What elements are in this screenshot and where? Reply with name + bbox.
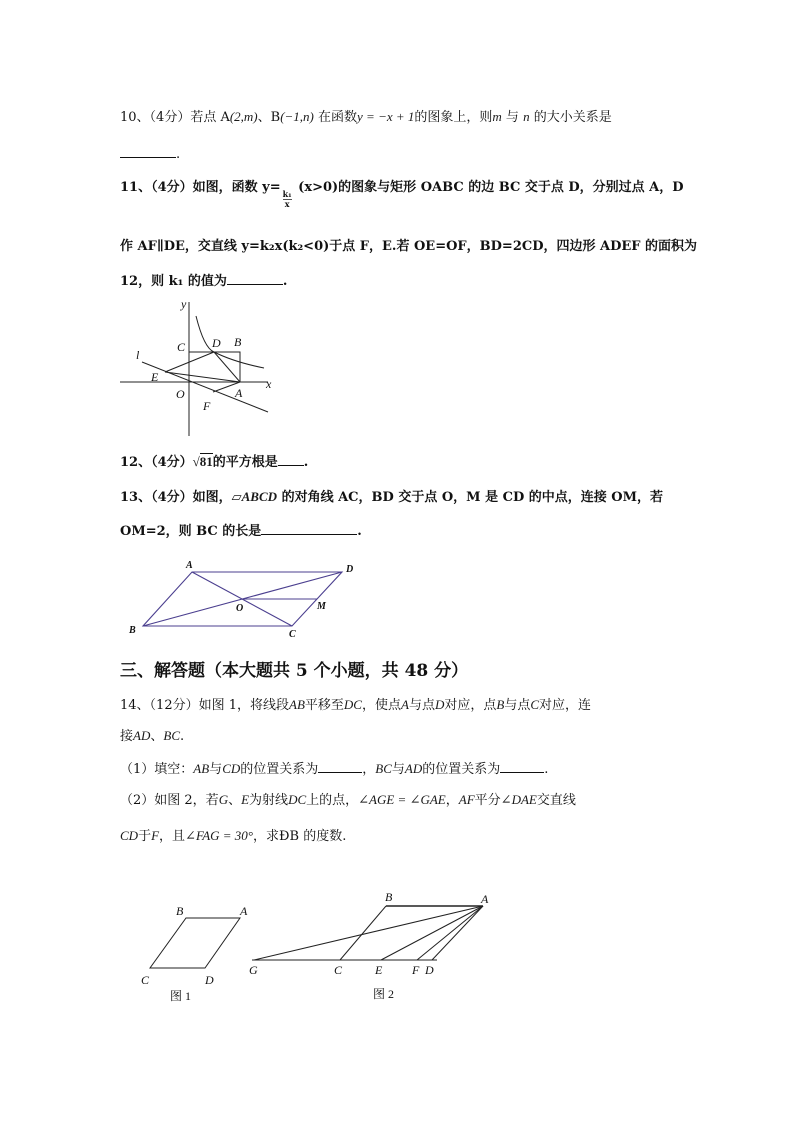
q14-p1g: .: [544, 762, 549, 777]
q14-line1c: ，使点: [361, 698, 401, 713]
question-10-line1: [120, 108, 612, 127]
section-3-heading: 三、解答题（本大题共 5 个小题，共 48 分）: [120, 661, 469, 681]
q14-line1d: 与点: [408, 698, 435, 713]
fig14-2-segment-ae: [381, 906, 483, 960]
fig11-label-f: F: [203, 399, 211, 413]
q14-p1-blank-2[interactable]: [500, 759, 544, 773]
q14-angle-fag: ∠FAG = 30°: [185, 828, 254, 843]
figure-14-2: [244, 885, 504, 1010]
q14-p1-cd: CD: [222, 761, 241, 776]
fig11-label-l: l: [136, 348, 140, 362]
q14-p3c: ，求ÐB 的度数.: [253, 829, 347, 844]
q13-answer-blank[interactable]: [261, 521, 357, 535]
fig11-segment-da: [214, 352, 240, 382]
q14-p1-bc: BC: [375, 761, 392, 776]
q14-p1b: 与: [209, 762, 223, 777]
q14-p3a: 于: [138, 829, 152, 844]
fig13-label-d: D: [346, 564, 354, 575]
q14-a: A: [400, 697, 409, 712]
q11-rest1: (x>0)的图象与矩形 OABC 的边 BC 交于点 D，分别过点 A，D: [293, 180, 684, 195]
q11-line3-text: 12，则 k₁ 的值为: [120, 274, 227, 289]
q14-p2b: 、: [228, 793, 242, 808]
question-14-part2-line2: [120, 827, 346, 846]
q14-p1c: 的位置关系为: [240, 762, 319, 777]
q13-line2-text: OM=2，则 BC 的长是: [120, 524, 262, 539]
q10-point-b: (−1,n): [280, 109, 314, 124]
q10-suffix: 的大小关系是: [529, 110, 612, 125]
fig14-2-label-a: A: [481, 892, 489, 906]
q14-b: B: [496, 697, 505, 712]
fig14-1-parallelogram: [150, 918, 240, 968]
q10-and: 与: [501, 110, 524, 125]
question-11-line2: [120, 238, 697, 256]
fig14-2-caption: 图 2: [373, 987, 395, 1001]
question-14-line1: [120, 696, 591, 715]
q13-prefix: 13、（4分）如图，: [120, 490, 232, 505]
fig14-1-label-b: B: [176, 904, 184, 918]
q11-frac-den: x: [284, 199, 290, 209]
q14-line2a: 接: [120, 729, 134, 744]
fig13-label-m: M: [317, 601, 326, 612]
q14-af: AF: [458, 792, 475, 807]
q11-fraction: [283, 190, 292, 209]
fig14-1-caption: 图 1: [170, 989, 192, 1003]
q14-p1-ad: AD: [404, 761, 423, 776]
q14-p2d: 上的点，: [306, 793, 359, 808]
question-14-part2: [120, 791, 576, 810]
q12-radicand: 81: [199, 454, 213, 469]
fig14-2-segment-ag: [254, 906, 483, 960]
q14-p1f: 的位置关系为: [422, 762, 501, 777]
q10-n: n: [523, 109, 530, 124]
q14-ad: AD: [133, 728, 151, 743]
q10-answer-blank[interactable]: [120, 144, 176, 158]
figure-14-1: [138, 900, 258, 1003]
fig13-label-c: C: [289, 629, 296, 640]
fig14-2-label-e: E: [375, 963, 383, 977]
fig14-2-label-g: G: [249, 963, 258, 977]
fig14-2-segment-bc: [340, 906, 386, 960]
q14-p2a: （2）如图 2，若: [120, 793, 219, 808]
q10-mid2: 的图象上，则: [414, 110, 493, 125]
fig14-2-segment-ad: [432, 906, 483, 960]
q14-line1e: 对应，点: [444, 698, 497, 713]
question-11-line1: [120, 178, 684, 209]
q14-angle-dae: ∠DAE: [500, 792, 537, 807]
q14-p2g: 交直线: [536, 793, 576, 808]
q14-p3-cd: CD: [120, 828, 139, 843]
q14-p1-blank-1[interactable]: [318, 759, 362, 773]
q14-line1g: 对应，连: [539, 698, 592, 713]
q14-e: E: [241, 792, 250, 807]
q14-p2e: ，: [445, 793, 459, 808]
q14-p1a: （1）填空：: [120, 762, 194, 777]
q12-prefix: 12、（4分）: [120, 455, 193, 470]
q14-line1a: 14、（12分）如图 1，将线段: [120, 698, 289, 713]
q14-p2c: 为射线: [249, 793, 289, 808]
q10-sep: 、B: [257, 110, 281, 125]
question-11-line3: [120, 271, 287, 291]
fig11-label-d: D: [212, 336, 221, 350]
figure-13: [126, 558, 366, 640]
q10-point-a: (2,m): [229, 109, 258, 124]
question-13-line2: [120, 521, 362, 541]
fig11-label-y: y: [181, 297, 187, 311]
fig14-1-label-c: C: [141, 973, 150, 987]
q10-m: m: [492, 109, 502, 124]
fig11-label-e: E: [151, 370, 159, 384]
q13-parallelogram: ▱ABCD: [231, 489, 278, 504]
fig14-1-label-d: D: [205, 973, 214, 987]
fig13-label-a: A: [186, 560, 193, 571]
q11-prefix: 11、（4分）如图，函数 y=: [120, 180, 281, 195]
q12-end: .: [303, 455, 309, 470]
q14-p1e: 与: [391, 762, 405, 777]
q10-end: .: [176, 147, 181, 162]
q14-line2b: 、: [150, 729, 164, 744]
question-13-line1: [120, 488, 663, 507]
q10-prefix: 10、（4分）若点 A: [120, 110, 230, 125]
q14-p1-ab: AB: [193, 761, 210, 776]
q14-d: D: [434, 697, 445, 712]
fig11-label-b: B: [234, 335, 242, 349]
q14-p2f: 平分: [474, 793, 501, 808]
fig13-label-b: B: [129, 625, 136, 636]
q14-f: F: [151, 828, 160, 843]
fig11-label-c: C: [177, 340, 186, 354]
question-14-part1: [120, 759, 548, 779]
fig14-2-label-b: B: [385, 890, 393, 904]
q11-frac-num: k₁: [282, 189, 292, 199]
q12-answer-blank[interactable]: [278, 452, 304, 466]
q11-end: .: [282, 274, 288, 289]
fig11-label-a: A: [235, 386, 243, 400]
fig14-2-label-c: C: [334, 963, 343, 977]
q13-end: .: [357, 524, 362, 539]
question-10-line2: [120, 144, 180, 164]
fig14-2-label-d: D: [425, 963, 434, 977]
q11-line2-text: 作 AF∥DE，交直线 y=k₂x(k₂<0)于点 F，E.若 OE=OF，BD=2CD，四边形 ADEF 的面积为: [120, 239, 698, 254]
q14-c: C: [530, 697, 539, 712]
fig14-2-label-f: F: [412, 963, 420, 977]
q10-mid: 在函数: [313, 110, 358, 125]
fig11-rectangle-oabc: [189, 352, 240, 382]
q14-angle-eq: ∠AGE = ∠GAE: [358, 792, 446, 807]
question-12: [120, 452, 308, 472]
q10-function: y = −x + 1: [357, 109, 415, 124]
q14-ab: AB: [289, 697, 305, 712]
q13-rest1: 的对角线 AC，BD 交于点 O，M 是 CD 的中点，连接 OM，若: [277, 490, 663, 505]
fig14-1-label-a: A: [240, 904, 248, 918]
fig11-hyperbola: [196, 316, 264, 368]
q14-p3b: ，且: [159, 829, 186, 844]
q14-g: G: [218, 792, 229, 807]
figure-11: [118, 298, 288, 438]
q11-answer-blank[interactable]: [227, 271, 283, 285]
q14-line2c: .: [180, 729, 185, 744]
q14-bc: BC: [163, 728, 180, 743]
fig11-label-x: x: [266, 377, 272, 391]
q14-dc: DC: [343, 697, 362, 712]
q14-p2-dc: DC: [288, 792, 307, 807]
q14-line1f: 与点: [504, 698, 531, 713]
fig11-label-o: O: [176, 387, 185, 401]
q14-line1b: 平移至: [304, 698, 344, 713]
fig13-label-o: O: [236, 603, 244, 614]
question-14-line2: [120, 727, 184, 746]
q14-p1d: ，: [362, 762, 376, 777]
fig11-segment-ea: [165, 372, 240, 382]
q12-suffix: 的平方根是: [212, 455, 278, 470]
q12-sqrt-sign: √: [192, 454, 200, 469]
